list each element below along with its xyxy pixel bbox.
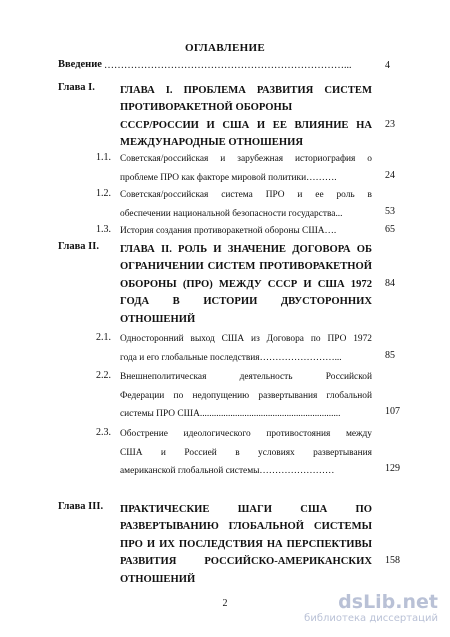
watermark: [304, 592, 438, 625]
leader-dots: ………………………………………………………………...: [104, 60, 352, 71]
chapter-1-title-line: СССР/РОССИИ И США И ЕЕ ВЛИЯНИЕ НА: [120, 119, 372, 131]
section-title-line: года и его глобальные последствия……………………...: [120, 352, 342, 363]
section-number: 2.2.: [96, 370, 111, 381]
chapter-1-title: [120, 82, 372, 152]
section-title: [120, 368, 372, 424]
chapter-1-page: 23: [385, 119, 395, 130]
chapter-3-label: Глава III.: [58, 501, 104, 512]
section-number: 2.3.: [96, 427, 111, 438]
chapter-1-title-line: ПРОТИВОРАКЕТНОЙ ОБОРОНЫ: [120, 102, 293, 114]
chapter-3-title-line: РАЗВЕРТЫВАНИЮ ГЛОБАЛЬНОЙ СИСТЕМЫ: [120, 521, 372, 533]
section-title-line: Односторонний выход США из Договора по ПРО 1972: [120, 334, 372, 344]
section-title-line: обеспечении национальной безопасности государства...: [120, 208, 343, 219]
chapter-2-title-line: ГЛАВА II. РОЛЬ И ЗНАЧЕНИЕ ДОГОВОРА ОБ: [120, 244, 372, 255]
chapter-1-label: Глава I.: [58, 82, 95, 93]
chapter-3-title-line: ПРО И ИХ ПОСЛЕДСТВИЯ НА ПЕРСПЕКТИВЫ: [120, 538, 372, 550]
section-title-line: США и Россией в условиях развертывания: [120, 447, 372, 458]
section-title-line: американской глобальной системы……………………: [120, 466, 335, 476]
section-page: 129: [385, 463, 400, 474]
section-title-line: История создания противоракетной обороны США….: [120, 226, 337, 236]
chapter-3-title-line: ОТНОШЕНИЙ: [120, 573, 196, 585]
section-page: 53: [385, 206, 395, 217]
section-page: 65: [385, 224, 395, 235]
introduction-label: Введение: [58, 59, 102, 70]
section-title-line: проблеме ПРО как факторе мировой политики……….: [120, 172, 337, 183]
section-title-line: Обострение идеологического противостояния между: [120, 429, 372, 439]
section-title-line: системы ПРО США............................................................: [120, 409, 341, 419]
section-title-line: Внешнеполитическая деятельность Российской: [120, 372, 372, 382]
section-title: [120, 425, 372, 481]
page-number: 2: [222, 598, 228, 609]
chapter-3-title-line: РАЗВИТИЯ РОССИЙСКО-АМЕРИКАНСКИХ: [120, 556, 372, 568]
introduction-page: 4: [385, 60, 390, 71]
watermark-logo: dsLib.net: [338, 591, 438, 613]
chapter-1-title-line: ГЛАВА I. ПРОБЛЕМА РАЗВИТИЯ СИСТЕМ: [120, 85, 372, 96]
section-title-line: Федерации по недопущению развертывания глобальной: [120, 390, 372, 401]
chapter-2-page: 84: [385, 278, 395, 289]
section-number: 2.1.: [96, 332, 111, 343]
section-number: 1.3.: [96, 224, 111, 235]
chapter-1-title-line: МЕЖДУНАРОДНЫЕ ОТНОШЕНИЯ: [120, 137, 304, 149]
chapter-2-title-line: ОБОРОНЫ (ПРО) МЕЖДУ СССР И США 1972: [120, 278, 372, 290]
chapter-2-title-line: ОТНОШЕНИЙ: [120, 313, 196, 325]
section-title: [120, 330, 372, 367]
section-page: 107: [385, 406, 400, 417]
section-number: 1.1.: [96, 152, 111, 163]
chapter-2-title: [120, 241, 372, 328]
chapter-3-page: 158: [385, 555, 400, 566]
section-title-line: Советская/российская система ПРО и ее роль в: [120, 190, 372, 200]
section-number: 1.2.: [96, 188, 111, 199]
chapter-2-title-line: ГОДА В ИСТОРИИ ДВУСТОРОННИХ: [120, 296, 372, 308]
chapter-2-title-line: ОГРАНИЧЕНИИ СИСТЕМ ПРОТИВОРАКЕТНОЙ: [120, 261, 372, 273]
page-title: ОГЛАВЛЕНИЕ: [185, 42, 265, 54]
chapter-2-label: Глава II.: [58, 241, 99, 252]
watermark-subtitle: библиотека диссертаций: [304, 613, 438, 624]
section-title-line: Советская/российская и зарубежная историография о: [120, 154, 372, 164]
section-page: 24: [385, 170, 395, 181]
section-title: [120, 150, 372, 187]
chapter-3-title-line: ПРАКТИЧЕСКИЕ ШАГИ США ПО: [120, 504, 372, 515]
section-title: [120, 222, 372, 241]
chapter-3-title: [120, 501, 372, 588]
section-page: 85: [385, 350, 395, 361]
section-title: [120, 186, 372, 223]
